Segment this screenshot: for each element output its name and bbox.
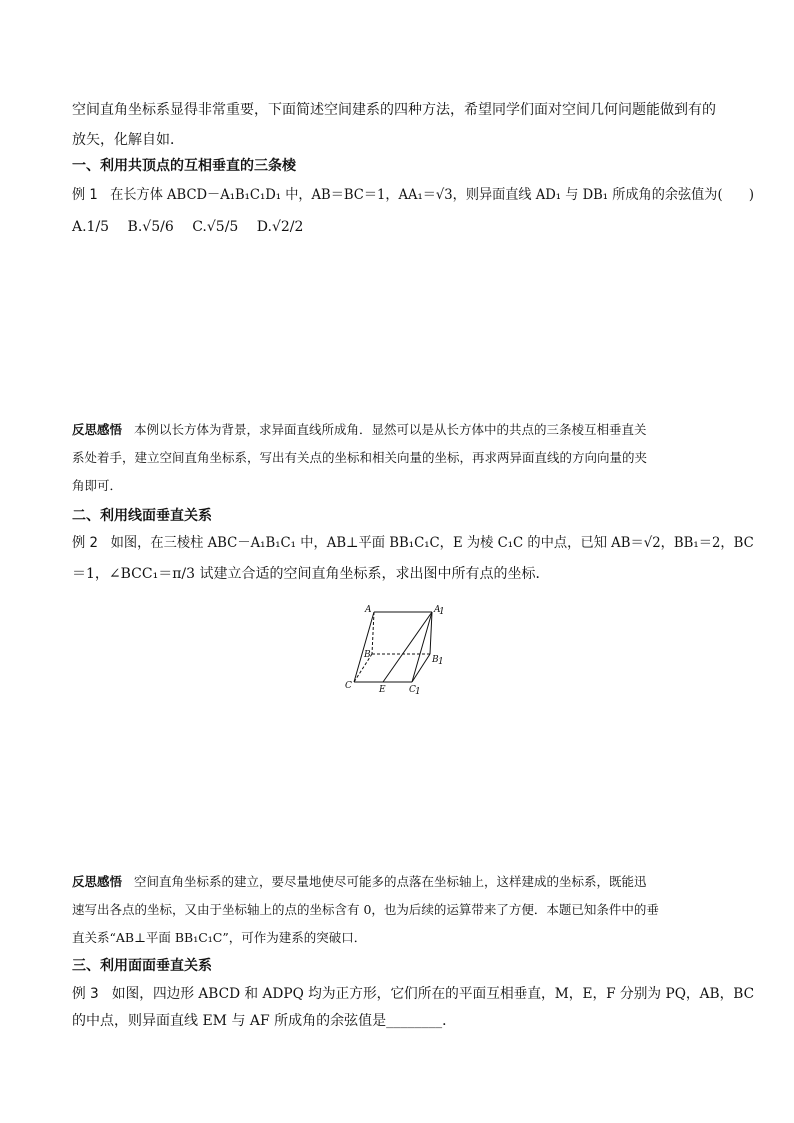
label-C1: C bbox=[409, 685, 416, 695]
section-1-heading: 一、利用共顶点的互相垂直的三条棱 bbox=[72, 158, 296, 174]
prism-figure bbox=[342, 602, 452, 698]
section-2-heading: 二、利用线面垂直关系 bbox=[72, 508, 212, 524]
intro-line-2: 放矢，化解自如． bbox=[72, 132, 184, 148]
reflection-1-line-3: 角即可． bbox=[72, 478, 123, 493]
label-B1-sub: 1 bbox=[438, 657, 444, 667]
label-E: E bbox=[379, 685, 386, 695]
example-3-label: 例 3 bbox=[72, 986, 99, 1002]
reflection-2-line-3: 直关系“AB⊥平面 BB₁C₁C”，可作为建系的突破口． bbox=[72, 930, 367, 945]
example-1-options bbox=[72, 213, 303, 241]
example-2-line-1: 例 2 如图，在三棱柱 ABC－A₁B₁C₁ 中，AB⊥平面 BB₁C₁C，E 为棱 C₁C 的中点，已知 AB＝√2，BB₁＝2，BC bbox=[72, 535, 754, 551]
reflection-1-line-1: 反思感悟 本例以长方体为背景，求异面直线所成角．显然可以是从长方体中的共点的三条棱互相垂直关 bbox=[72, 422, 647, 437]
reflection-2-line-2: 速写出各点的坐标，又由于坐标轴上的点的坐标含有 0，也为后续的运算带来了方便．本题已知条件中的垂 bbox=[72, 902, 659, 917]
section-3-heading: 三、利用面面垂直关系 bbox=[72, 958, 212, 974]
label-B: B bbox=[364, 650, 371, 660]
intro-line-1: 空间直角坐标系显得非常重要，下面简述空间建系的四种方法，希望同学们面对空间几何问题能做到有的 bbox=[72, 102, 716, 118]
example-1-text: 在长方体 ABCD－A₁B₁C₁D₁ 中，AB＝BC＝1，AA₁＝√3，则异面直线 AD₁ 与 DB₁ 所成角的余弦值为( ) bbox=[110, 187, 755, 203]
example-2-label: 例 2 bbox=[72, 535, 98, 551]
label-B1: B bbox=[432, 655, 439, 665]
label-C1-sub: 1 bbox=[415, 687, 421, 697]
reflection-1-label: 反思感悟 bbox=[72, 422, 123, 437]
example-3-line-2: 的中点，则异面直线 EM 与 AF 所成角的余弦值是________． bbox=[72, 1013, 457, 1029]
example-2-line-2: ＝1，∠BCC₁＝π/3 试建立合适的空间直角坐标系，求出图中所有点的坐标． bbox=[72, 566, 550, 582]
example-3-line-1: 例 3 如图，四边形 ABCD 和 ADPQ 均为正方形，它们所在的平面互相垂直，M，E，F 分别为 PQ，AB，BC bbox=[72, 986, 755, 1002]
option-b[interactable]: B.√5/6 bbox=[127, 219, 174, 235]
label-A1-sub: 1 bbox=[439, 607, 445, 617]
prism-diagram bbox=[342, 602, 452, 698]
option-a[interactable]: A.1/5 bbox=[72, 219, 110, 235]
example-1-label: 例 1 bbox=[72, 187, 98, 203]
reflection-2-line-1: 反思感悟 空间直角坐标系的建立，要尽量地使尽可能多的点落在坐标轴上，这样建成的坐标系，既能迅 bbox=[72, 874, 647, 889]
example-1-question bbox=[72, 186, 754, 204]
option-c[interactable]: C.√5/5 bbox=[192, 219, 239, 235]
label-A1: A bbox=[434, 605, 441, 615]
option-d[interactable]: D.√2/2 bbox=[256, 219, 304, 235]
reflection-2-label: 反思感悟 bbox=[72, 874, 123, 889]
label-A: A bbox=[365, 605, 372, 615]
reflection-1-line-2: 系处着手，建立空间直角坐标系，写出有关点的坐标和相关向量的坐标，再求两异面直线的方向向量的夹 bbox=[72, 450, 648, 465]
label-C: C bbox=[345, 681, 352, 691]
